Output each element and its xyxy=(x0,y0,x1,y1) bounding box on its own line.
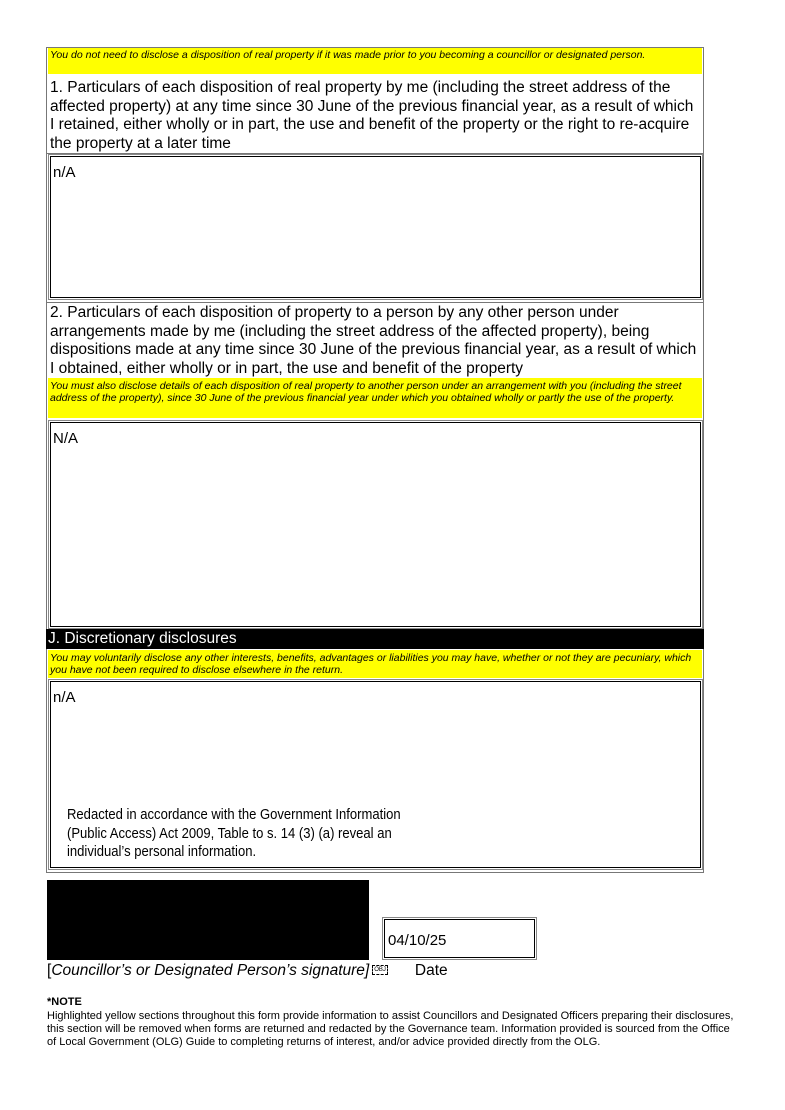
question-2-answer-field[interactable] xyxy=(50,422,701,627)
object-placeholder-icon: OBJ xyxy=(374,967,386,973)
section-j-hint: You may voluntarily disclose any other interests, benefits, advantages or liabilities you may have, whether or not they are pecuniary, which you have not been required to disclose elsewhere in the return. xyxy=(48,650,702,678)
section-j-title: J. Discretionary disclosures xyxy=(46,629,704,649)
signature-label: Councillor’s or Designated Person’s signature] xyxy=(51,962,370,979)
date-field[interactable] xyxy=(384,919,535,958)
redaction-note xyxy=(67,806,427,862)
redacted-signature xyxy=(47,880,369,960)
signature-caption xyxy=(47,962,527,984)
redaction-note-line: individual’s personal information. xyxy=(67,844,257,860)
disclosure-hint: You do not need to disclose a disposition of real property if it was made prior to you becoming a councillor or designated person. xyxy=(48,48,702,74)
question-1-answer-value: n/A xyxy=(53,164,76,181)
caption-bracket: [ xyxy=(47,962,52,979)
question-2-hint: You must also disclose details of each disposition of real property to another person under an arrangement with you (including the street address of the property), since 30 June of the previous financial year under which you obtained wholly or partly the use of the property. xyxy=(48,378,702,418)
question-2-answer-value: N/A xyxy=(53,430,79,447)
divider xyxy=(46,153,704,154)
question-1-text: 1. Particulars of each disposition of real property by me (including the street address of the affected property) at any time since 30 June of the previous financial year, as a result of which I retained, either wholly or in part, the use and benefit of the property or the right to re-acquire the property at a later time xyxy=(50,79,694,152)
redaction-note-line: (Public Access) Act 2009, Table to s. 14 (3) (a) reveal an xyxy=(67,825,392,842)
question-2-text: 2. Particulars of each disposition of property to a person by any other person under arrangements made by me (including the street address of the affected property), being dispositions made at any time since 30 June of the previous financial year, as a result of which I obtained, either wholly or in part, the use and benefit of the property xyxy=(50,304,697,377)
section-j-answer-value: n/A xyxy=(53,689,76,706)
date-value: 04/10/25 xyxy=(388,932,447,949)
question-1-answer-field[interactable] xyxy=(50,156,701,298)
note-body: Highlighted yellow sections throughout this form provide information to assist Councillors and Designated Officers preparing their disclosures, this section will be removed when forms are returned and redacted by the Governance team. Information provided is sourced from the Office of Local Government (OLG) Guide to completing returns of interest, and/or advice provided directly from the OLG. xyxy=(47,1010,734,1048)
redaction-note-line: Redacted in accordance with the Government Information xyxy=(67,807,401,823)
note-title: *NOTE xyxy=(47,996,82,1008)
date-label: Date xyxy=(414,962,448,979)
